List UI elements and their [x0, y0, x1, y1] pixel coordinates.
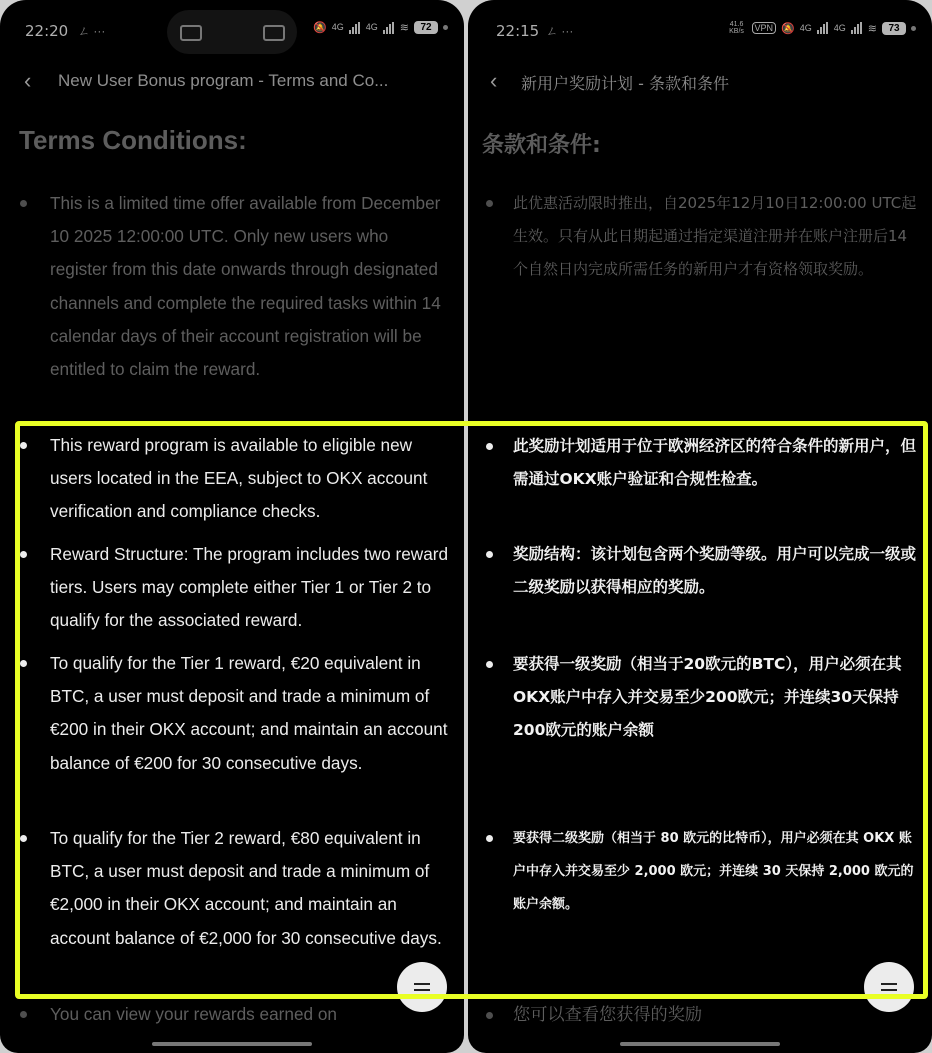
- network-speed: 41.6 KB/s: [729, 21, 744, 35]
- section-heading: Terms Conditions:: [19, 125, 247, 155]
- status-time: 22:15: [496, 22, 540, 40]
- list-item-text: 此优惠活动限时推出，自2025年12月10日12:00:00 UTC起生效。只有从此日期起通过指定渠道注册并在账户注册后14个自然日内完成所需任务的新用户才有资格领取奖励。: [513, 194, 917, 279]
- status-time: 22:20: [25, 22, 69, 40]
- list-item-text: This reward program is available to eligible new users located in the EEA, subject to OKX account verification and compliance checks.: [50, 435, 428, 522]
- bullet-icon: [20, 442, 27, 449]
- right-phone-screen: [468, 0, 932, 1053]
- network-type-2: 4G: [365, 22, 378, 32]
- window-icon: [180, 25, 202, 41]
- bullet-icon: [486, 835, 493, 842]
- bullet-icon: [20, 660, 27, 667]
- bullet-icon: [486, 443, 493, 450]
- page-header: [468, 68, 932, 98]
- indicator-dot-icon: [911, 26, 916, 31]
- section-heading: 条款和条件:: [482, 133, 601, 158]
- chevron-left-icon[interactable]: ‹: [24, 68, 32, 93]
- page-title: 新用户奖励计划 - 条款和条件: [521, 74, 729, 93]
- bullet-icon: [20, 200, 27, 207]
- list-item-text: To qualify for the Tier 2 reward, €80 equivalent in BTC, a user must deposit and trade a minimum of €2,000 in their OKX account; and maintain an account balance of €2,000 for 30 consecutive days.: [50, 828, 442, 948]
- menu-button[interactable]: [397, 962, 447, 1012]
- wifi-icon: ≋: [867, 22, 877, 35]
- status-bar: [0, 0, 464, 62]
- bullet-icon: [486, 200, 493, 207]
- home-indicator[interactable]: [152, 1042, 312, 1046]
- system-icons: [727, 21, 916, 35]
- mute-icon: 🔕: [313, 22, 327, 34]
- list-item-text: 要获得二级奖励（相当于 80 欧元的比特币），用户必须在其 OKX 账户中存入并交易至少 2,000 欧元；并连续 30 天保持 2,000 欧元的账户余额。: [513, 831, 914, 913]
- list-item-text: 此奖励计划适用于位于欧洲经济区的符合条件的新用户，但需通过OKX账户验证和合规性检查。: [513, 437, 917, 489]
- menu-button[interactable]: [864, 962, 914, 1012]
- system-icons: [313, 21, 448, 34]
- signal-icon-2: [851, 22, 863, 34]
- page-title: New User Bonus program - Terms and Co...: [58, 71, 389, 90]
- list-item-text: 奖励结构：该计划包含两个奖励等级。用户可以完成一级或二级奖励以获得相应的奖励。: [513, 545, 917, 597]
- signal-icon-2: [383, 22, 395, 34]
- wifi-icon: ≋: [399, 22, 409, 34]
- bullet-icon: [20, 835, 27, 842]
- list-item-text: This is a limited time offer available from December 10 2025 12:00:00 UTC. Only new users who register from this date onwards through designated channels and complete the required tasks within 14 calendar days of their account registration will be entitled to claim the reward.: [50, 193, 441, 380]
- page-header: [0, 68, 464, 98]
- status-notification-icons: ㄥ ···: [78, 24, 106, 38]
- home-indicator[interactable]: [620, 1042, 780, 1046]
- network-type-2: 4G: [833, 22, 846, 33]
- vpn-badge: VPN: [752, 22, 777, 34]
- status-notification-icons: ㄥ ···: [546, 24, 574, 38]
- menu-icon: [414, 983, 430, 985]
- menu-icon: [881, 983, 897, 985]
- network-type: 4G: [331, 22, 344, 32]
- battery-icon: 72: [414, 21, 438, 34]
- status-bar: [468, 0, 932, 62]
- network-type: 4G: [799, 22, 812, 33]
- signal-icon: [817, 22, 829, 34]
- bullet-icon: [486, 661, 493, 668]
- list-item-text: 您可以查看您获得的奖励: [513, 1005, 703, 1025]
- signal-icon: [349, 22, 361, 34]
- bullet-icon: [20, 1011, 27, 1018]
- chevron-left-icon[interactable]: ‹: [490, 68, 498, 93]
- list-item-text: To qualify for the Tier 1 reward, €20 equivalent in BTC, a user must deposit and trade a minimum of €200 in their OKX account; and maintain an account balance of €200 for 30 consecutive days.: [50, 653, 448, 773]
- left-phone-screen: [0, 0, 464, 1053]
- battery-icon: 73: [882, 22, 906, 35]
- list-item-text: Reward Structure: The program includes two reward tiers. Users may complete either Tier 1 or Tier 2 to qualify for the associated reward.: [50, 544, 449, 631]
- bullet-icon: [486, 1012, 493, 1019]
- camera-pill: [167, 10, 297, 54]
- laptop-icon: [263, 25, 285, 41]
- list-item-text: 要获得一级奖励（相当于20欧元的BTC），用户必须在其OKX账户中存入并交易至少200欧元；并连续30天保持200欧元的账户余额: [513, 655, 902, 740]
- mute-icon: 🔕: [781, 22, 795, 35]
- list-item-text: You can view your rewards earned on: [50, 1004, 337, 1024]
- bullet-icon: [20, 551, 27, 558]
- bullet-icon: [486, 551, 493, 558]
- indicator-dot-icon: [443, 25, 448, 30]
